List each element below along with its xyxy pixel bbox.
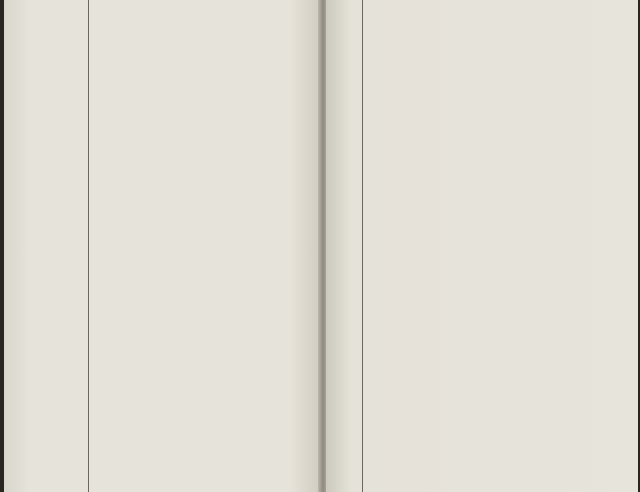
- column-rule: [88, 0, 89, 492]
- left-page: [4, 0, 322, 492]
- column-rule: [362, 0, 363, 492]
- right-page: [326, 0, 638, 492]
